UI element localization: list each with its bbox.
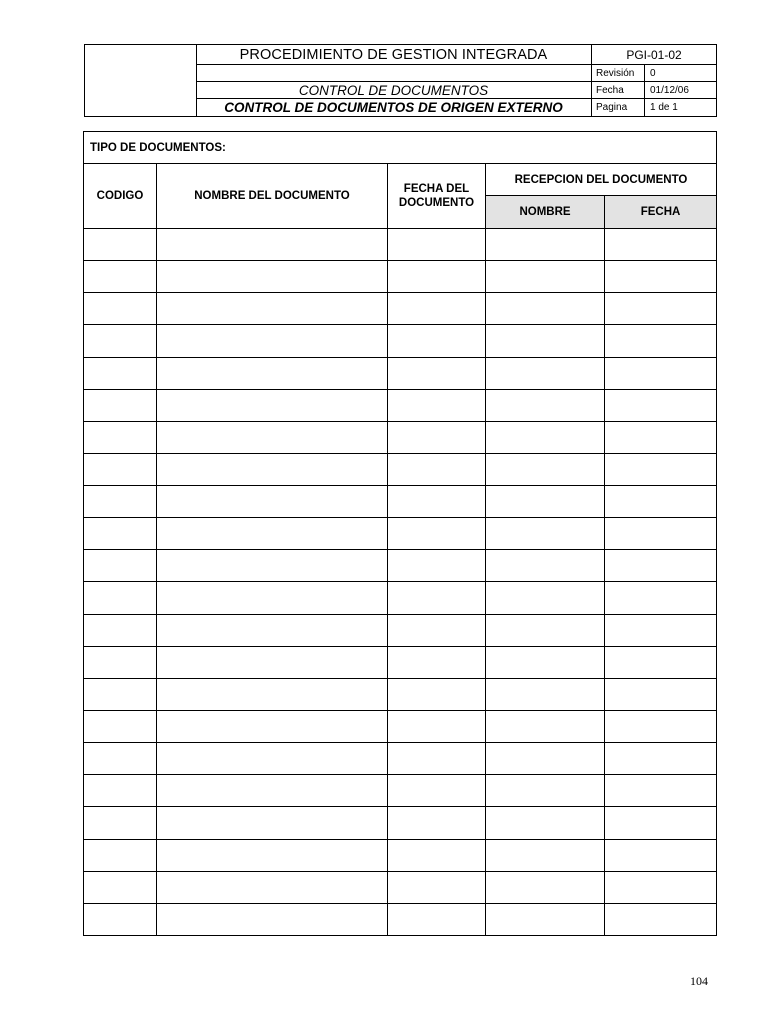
revision-label: Revisión: [592, 65, 645, 82]
revision-value: 0: [645, 65, 716, 82]
table-row: [84, 903, 716, 904]
date-value: 01/12/06: [645, 82, 716, 99]
table-row: [84, 646, 716, 647]
document-code: PGI-01-02: [592, 45, 716, 65]
form-title: CONTROL DE DOCUMENTOS DE ORIGEN EXTERNO: [196, 99, 592, 116]
col-header-codigo: CODIGO: [96, 190, 144, 202]
col-header-recepcion-fecha: FECHA: [640, 206, 681, 218]
date-label: Fecha: [592, 82, 645, 99]
col-header-nombre-documento: NOMBRE DEL DOCUMENTO: [194, 190, 350, 202]
tipo-documentos-label: TIPO DE DOCUMENTOS:: [84, 132, 716, 164]
table-row: [84, 292, 716, 293]
table-row: [84, 517, 716, 518]
col-header-recepcion: RECEPCION DEL DOCUMENTO: [514, 173, 688, 186]
table-row: [84, 453, 716, 454]
table-row: [84, 742, 716, 743]
procedure-title: PROCEDIMIENTO DE GESTION INTEGRADA: [196, 45, 592, 65]
table-row: [84, 871, 716, 872]
col-header-recepcion-nombre: NOMBRE: [519, 206, 571, 218]
header-blank-row: [196, 65, 592, 82]
page-label: Pagina: [592, 99, 645, 116]
table-row: [84, 678, 716, 679]
page-number: 104: [690, 974, 708, 988]
col-header-fecha-documento: FECHA DEL DOCUMENTO: [398, 183, 475, 209]
table-row: [84, 614, 716, 615]
page-value: 1 de 1: [650, 102, 678, 113]
logo-area: [85, 45, 197, 116]
table-row: [84, 581, 716, 582]
section-title: CONTROL DE DOCUMENTOS: [196, 82, 592, 99]
column-divider: [604, 196, 605, 935]
table-row: [84, 389, 716, 390]
header-divider: [84, 228, 716, 229]
table-row: [84, 549, 716, 550]
table-row: [84, 260, 716, 261]
table-row: [84, 839, 716, 840]
table-row: [84, 324, 716, 325]
table-row: [84, 421, 716, 422]
table-row: [84, 357, 716, 358]
table-row: [84, 774, 716, 775]
table-row: [84, 485, 716, 486]
table-row: [84, 806, 716, 807]
document-header: [84, 44, 717, 117]
document-control-table: [83, 131, 717, 936]
table-row: [84, 710, 716, 711]
